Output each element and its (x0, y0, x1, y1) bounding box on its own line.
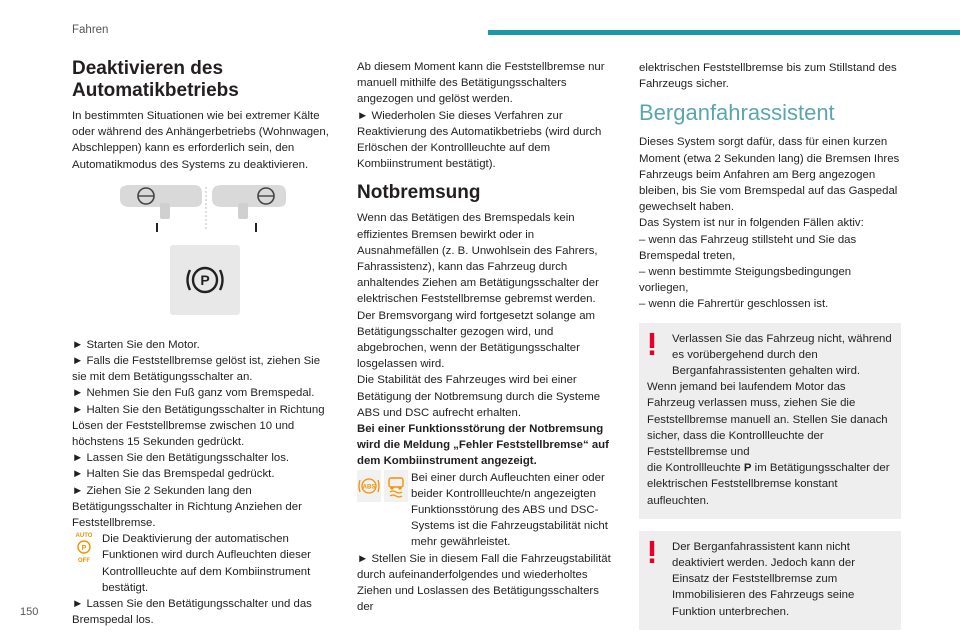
auto-off-warning-lamp-icon (72, 531, 96, 563)
note-1-text-a: Verlassen Sie das Fahrzeug nicht, während es vorübergehend durch den Berganfahrassistenten gehalten wird. (672, 332, 892, 378)
last-step: ► Lassen Sie den Betätigungsschalter und das Bremspedal los. (72, 598, 312, 627)
header-accent-bar (488, 30, 960, 35)
stability-paragraph: Die Stabilität des Fahrzeuges wird bei einer Betätigung der Notbremsung durch die Systeme ABS und DSC aufrecht erhalten. (357, 374, 601, 419)
abs-dsc-lamp-paragraph (357, 470, 615, 551)
dsc-warning-lamp-icon (384, 470, 408, 502)
warning-exclamation-icon (649, 541, 655, 563)
step-5: ► Lassen Sie den Betätigungsschalter los. (72, 452, 290, 465)
abs-dsc-lamp-text: Bei einer durch Aufleuchten einer oder beider Kontrollleuchte/n angezeigten Funktionsstörung des ABS und DSC-Systems ist die Fahrzeugstabilität nicht mehr gewährleistet. (411, 471, 608, 549)
section-title-emergency-braking: Notbremsung (357, 182, 481, 204)
parking-brake-switch (170, 245, 240, 315)
abs-warning-lamp-icon (357, 470, 381, 502)
running-head: Fahren (72, 24, 109, 36)
lamp-label-abs: ABS (362, 484, 376, 491)
warning-exclamation-icon (649, 333, 655, 355)
note-2-text: Der Berganfahrassistent kann nicht deaktiviert werden. Jedoch kann der Einsatz der Feststellbremse zum Immobilisieren des Fahrzeugs seine Funktion unterbrechen. (672, 540, 855, 618)
warning-note-1 (639, 323, 901, 519)
auto-off-lamp-text: Die Deaktivierung der automatischen Funktionen wird durch Aufleuchten dieser Kontrollleuchte auf dem Kombiinstrument bestätigt. (102, 533, 311, 594)
emergency-paragraph: Wenn das Betätigen des Bremspedals kein effizientes Bremsen bewirkt oder in Ausnahmefällen (z. B. Unwohlsein des Fahrers, Fahrassistenz), kann das Fahrzeug durch anhaltendes Ziehen am Betätigungsschalter der elektrischen Feststellbremse gebremst werden. Der Bremsvorgang wird fortgesetzt solange am Betätigungsschalter gezogen wird, und abgebrochen, wenn der Betätigungsschalter losgelassen wird. (357, 212, 599, 371)
note-1-text-c: die Kontrollleuchte P im Betätigungsschalter der elektrischen Feststellbremse konstant aufleuchten. (647, 462, 890, 507)
parking-brake-icon (183, 258, 227, 302)
hill-assist-description: Dieses System sorgt dafür, dass für einen kurzen Moment (etwa 2 Sekunden lang) die Bremsen Ihres Fahrzeugs beim Anfahren am Berg angezogen bleiben, bis Sie vom Bremspedal auf das Gaspedal gewechselt haben. (639, 136, 900, 214)
condition-3: – wenn die Fahrertür geschlossen ist. (639, 298, 829, 311)
parking-brake-switch-illustration (72, 245, 330, 325)
reactivate-step: ► Wiederholen Sie dieses Verfahren zur Reaktivierung des Automatikbetriebs (wird durch Erlöschen der Kontrollleuchte auf dem Kombiinstrument bestätigt). (357, 109, 602, 171)
column-2 (357, 59, 615, 616)
svg-text:P: P (200, 271, 210, 288)
page-number: 150 (20, 606, 39, 618)
manual-only-paragraph: Ab diesem Moment kann die Feststellbremse nur manuell mithilfe des Betätigungsschalters angezogen und gelöst werden. (357, 61, 605, 106)
lamp-label-off: OFF (78, 558, 90, 564)
warning-note-2 (639, 531, 901, 630)
steering-wheel-illustration (72, 183, 330, 233)
malfunction-bold-paragraph: Bei einer Funktionsstörung der Notbremsung wird die Meldung „Fehler Feststellbremse“ auf dem Kombiinstrument angezeigt. (357, 423, 609, 468)
column-3 (639, 60, 901, 634)
section-title-hill-start-assist: Berganfahrassistent (639, 100, 835, 126)
step-1: ► Starten Sie den Motor. (72, 338, 200, 351)
svg-text:P: P (81, 545, 87, 553)
step-2: ► Falls die Feststellbremse gelöst ist, ziehen Sie sie mit dem Betätigungsschalter an. (72, 355, 321, 384)
continued-paragraph: elektrischen Feststellbremse bis zum Stillstand des Fahrzeugs sicher. (639, 62, 897, 91)
note-1-text-b: Wenn jemand bei laufendem Motor das Fahrzeug verlassen muss, ziehen Sie die Feststellbremse manuell an. Stellen Sie danach sicher, dass die Kontrollleuchte der Feststellbremse und (647, 381, 888, 459)
condition-2: – wenn bestimmte Steigungsbedingungen vorliegen, (639, 266, 852, 295)
column-1 (72, 58, 330, 628)
condition-1: – wenn das Fahrzeug stillsteht und Sie das Bremspedal treten, (639, 233, 857, 262)
active-conditions-intro: Das System ist nur in folgenden Fällen aktiv: (639, 217, 864, 230)
auto-off-lamp-paragraph (72, 531, 330, 596)
stabilize-step: ► Stellen Sie in diesem Fall die Fahrzeugstabilität durch aufeinanderfolgendes und wiederholtes Ziehen und Loslassen des Betätigungsschalters der (357, 552, 611, 614)
step-3: ► Nehmen Sie den Fuß ganz vom Bremspedal. (72, 387, 315, 400)
intro-paragraph: In bestimmten Situationen wie bei extremer Kälte oder während des Anhängerbetriebs (Wohnwagen, Abschleppen) kann es erforderlich sein, den Automatikmodus des Systems zu deaktivieren. (72, 110, 329, 171)
step-6: ► Halten Sie das Bremspedal gedrückt. (72, 468, 275, 481)
step-7: ► Ziehen Sie 2 Sekunden lang den Betätigungsschalter in Richtung Anziehen der Feststellbremse. (72, 484, 302, 530)
section-title-deactivate: Deaktivieren des Automatikbetriebs (72, 58, 239, 101)
lamp-label-auto: AUTO (75, 533, 93, 540)
step-4: ► Halten Sie den Betätigungsschalter in Richtung Lösen der Feststellbremse zwischen 10 und höchstens 15 Sekunden gedrückt. (72, 403, 325, 449)
